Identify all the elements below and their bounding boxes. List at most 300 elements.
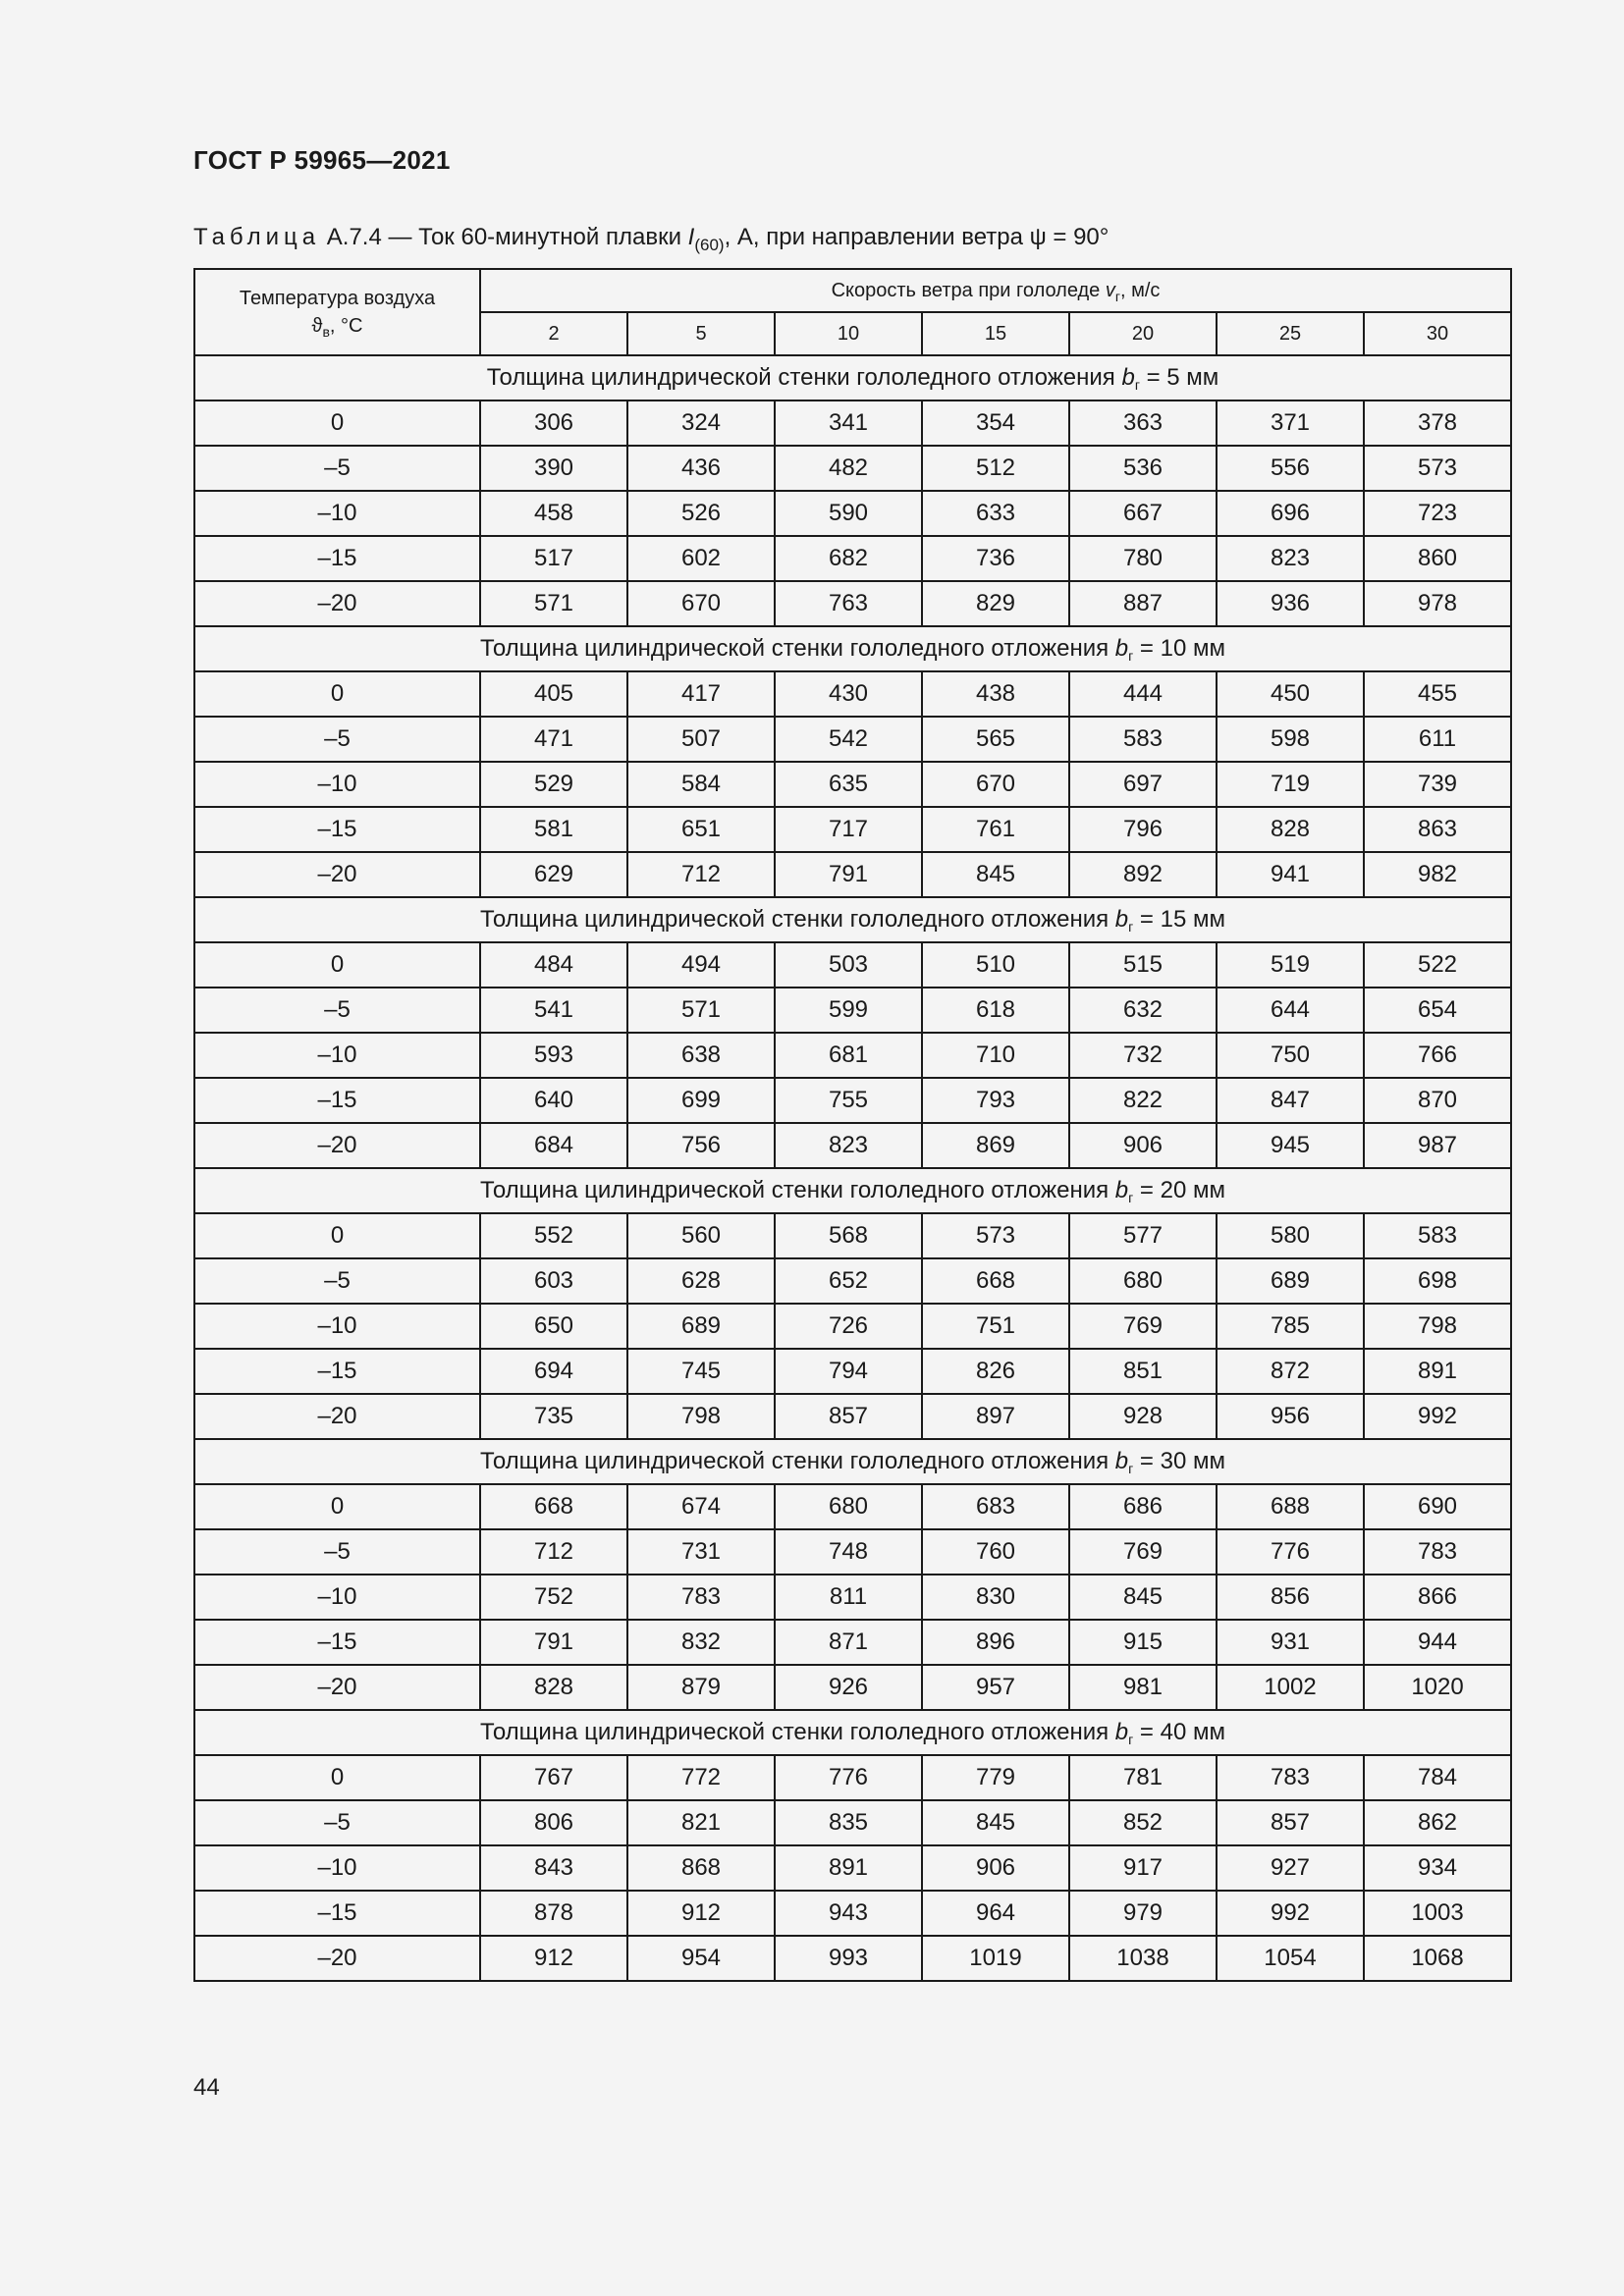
current-value-cell: 982 (1364, 852, 1511, 897)
current-value-cell: 438 (922, 671, 1069, 717)
table-row (194, 988, 1511, 1033)
section-header-symbol-sub: г (1134, 377, 1140, 393)
current-value-cell: 571 (627, 988, 775, 1033)
current-value-cell: 1020 (1364, 1665, 1511, 1710)
caption-text-after: , А, при направлении ветра ψ = 90° (724, 224, 1110, 250)
current-value-cell: 571 (480, 581, 627, 626)
wind-speed-column-header: 10 (775, 312, 922, 355)
wind-speed-header-symbol-sub: г (1114, 288, 1120, 304)
current-value-cell: 590 (775, 491, 922, 536)
current-value-cell: 684 (480, 1123, 627, 1168)
current-value-cell: 851 (1069, 1349, 1217, 1394)
section-header (194, 897, 1511, 942)
table-row (194, 400, 1511, 446)
section-header-row (194, 897, 1511, 942)
section-header-row (194, 1439, 1511, 1484)
current-value-cell: 981 (1069, 1665, 1217, 1710)
section-header-text: Толщина цилиндрической стенки гололедного отложения (480, 1719, 1115, 1745)
current-value-cell: 829 (922, 581, 1069, 626)
current-value-cell: 879 (627, 1665, 775, 1710)
current-value-cell: 736 (922, 536, 1069, 581)
section-header-text: Толщина цилиндрической стенки гололедного отложения (480, 635, 1115, 662)
current-value-cell: 957 (922, 1665, 1069, 1710)
current-value-cell: 872 (1217, 1349, 1364, 1394)
current-value-cell: 686 (1069, 1484, 1217, 1529)
section-header-symbol-sub: г (1128, 919, 1134, 934)
section-header-text: Толщина цилиндрической стенки гололедного отложения (486, 364, 1122, 391)
current-value-cell: 618 (922, 988, 1069, 1033)
current-value-cell: 821 (627, 1800, 775, 1845)
section-header-row (194, 626, 1511, 671)
current-value-cell: 927 (1217, 1845, 1364, 1891)
current-value-cell: 783 (1364, 1529, 1511, 1575)
current-value-cell: 887 (1069, 581, 1217, 626)
temperature-cell: –10 (194, 1033, 480, 1078)
current-value-cell: 696 (1217, 491, 1364, 536)
current-value-cell: 956 (1217, 1394, 1364, 1439)
table-row (194, 1620, 1511, 1665)
current-value-cell: 699 (627, 1078, 775, 1123)
current-value-cell: 791 (480, 1620, 627, 1665)
current-value-cell: 723 (1364, 491, 1511, 536)
table-row (194, 1936, 1511, 1981)
current-value-cell: 510 (922, 942, 1069, 988)
temperature-cell: –10 (194, 1304, 480, 1349)
current-value-cell: 689 (1217, 1258, 1364, 1304)
current-value-cell: 891 (775, 1845, 922, 1891)
current-value-cell: 405 (480, 671, 627, 717)
table-row (194, 1529, 1511, 1575)
wind-speed-column-header: 25 (1217, 312, 1364, 355)
temperature-cell: –20 (194, 581, 480, 626)
current-value-cell: 450 (1217, 671, 1364, 717)
current-value-cell: 363 (1069, 400, 1217, 446)
current-value-cell: 896 (922, 1620, 1069, 1665)
current-value-cell: 987 (1364, 1123, 1511, 1168)
document-code: ГОСТ Р 59965—2021 (193, 145, 451, 175)
current-value-cell: 599 (775, 988, 922, 1033)
table-row (194, 1304, 1511, 1349)
current-value-cell: 857 (775, 1394, 922, 1439)
current-value-cell: 635 (775, 762, 922, 807)
current-value-cell: 830 (922, 1575, 1069, 1620)
temperature-cell: 0 (194, 1484, 480, 1529)
current-value-cell: 458 (480, 491, 627, 536)
temperature-cell: –15 (194, 807, 480, 852)
table-row (194, 1258, 1511, 1304)
current-value-cell: 915 (1069, 1620, 1217, 1665)
current-value-cell: 732 (1069, 1033, 1217, 1078)
current-value-cell: 690 (1364, 1484, 1511, 1529)
table-row (194, 1213, 1511, 1258)
current-value-cell: 798 (1364, 1304, 1511, 1349)
current-value-cell: 482 (775, 446, 922, 491)
current-value-cell: 710 (922, 1033, 1069, 1078)
current-value-cell: 552 (480, 1213, 627, 1258)
table-row (194, 942, 1511, 988)
current-value-cell: 680 (1069, 1258, 1217, 1304)
current-value-cell: 719 (1217, 762, 1364, 807)
current-value-cell: 484 (480, 942, 627, 988)
current-value-cell: 936 (1217, 581, 1364, 626)
current-value-cell: 931 (1217, 1620, 1364, 1665)
current-value-cell: 751 (922, 1304, 1069, 1349)
current-value-cell: 822 (1069, 1078, 1217, 1123)
current-value-cell: 694 (480, 1349, 627, 1394)
section-header-symbol: b (1121, 364, 1135, 391)
current-value-cell: 371 (1217, 400, 1364, 446)
section-header (194, 355, 1511, 400)
current-value-cell: 697 (1069, 762, 1217, 807)
temperature-cell: –5 (194, 1258, 480, 1304)
current-value-cell: 906 (1069, 1123, 1217, 1168)
current-value-cell: 912 (480, 1936, 627, 1981)
current-value-cell: 766 (1364, 1033, 1511, 1078)
temperature-header-unit: , °С (329, 315, 363, 337)
wind-speed-header-unit: , м/с (1119, 279, 1161, 301)
table-row (194, 1394, 1511, 1439)
current-value-cell: 529 (480, 762, 627, 807)
section-thickness: = 5 мм (1139, 364, 1219, 391)
current-value-cell: 455 (1364, 671, 1511, 717)
current-value-cell: 928 (1069, 1394, 1217, 1439)
section-header-symbol: b (1114, 906, 1129, 933)
current-value-cell: 769 (1069, 1529, 1217, 1575)
current-value-cell: 761 (922, 807, 1069, 852)
temperature-header-symbol: ϑ (311, 315, 323, 337)
current-value-cell: 756 (627, 1123, 775, 1168)
current-value-cell: 823 (775, 1123, 922, 1168)
current-value-cell: 581 (480, 807, 627, 852)
current-value-cell: 378 (1364, 400, 1511, 446)
current-value-cell: 683 (922, 1484, 1069, 1529)
current-value-cell: 611 (1364, 717, 1511, 762)
current-value-cell: 603 (480, 1258, 627, 1304)
caption-text-before: — Ток 60-минутной плавки (381, 224, 688, 250)
caption-symbol-sub: (60) (694, 236, 725, 254)
current-value-cell: 598 (1217, 717, 1364, 762)
temperature-cell: –20 (194, 1394, 480, 1439)
current-value-cell: 444 (1069, 671, 1217, 717)
table-caption (193, 224, 1110, 254)
temperature-cell: –15 (194, 1620, 480, 1665)
current-value-cell: 584 (627, 762, 775, 807)
current-value-cell: 577 (1069, 1213, 1217, 1258)
current-value-cell: 779 (922, 1755, 1069, 1800)
current-value-cell: 526 (627, 491, 775, 536)
current-value-cell: 629 (480, 852, 627, 897)
current-value-cell: 845 (922, 1800, 1069, 1845)
current-value-cell: 878 (480, 1891, 627, 1936)
temperature-cell: 0 (194, 942, 480, 988)
current-value-cell: 1002 (1217, 1665, 1364, 1710)
current-value-cell: 943 (775, 1891, 922, 1936)
current-value-cell: 519 (1217, 942, 1364, 988)
current-value-cell: 560 (627, 1213, 775, 1258)
current-value-cell: 731 (627, 1529, 775, 1575)
current-value-cell: 644 (1217, 988, 1364, 1033)
current-value-cell: 752 (480, 1575, 627, 1620)
current-value-cell: 568 (775, 1213, 922, 1258)
current-value-cell: 912 (627, 1891, 775, 1936)
current-value-cell: 862 (1364, 1800, 1511, 1845)
current-value-cell: 512 (922, 446, 1069, 491)
caption-label: Таблица (193, 224, 321, 250)
current-value-cell: 772 (627, 1755, 775, 1800)
current-value-cell: 945 (1217, 1123, 1364, 1168)
current-value-cell: 638 (627, 1033, 775, 1078)
current-value-cell: 1019 (922, 1936, 1069, 1981)
current-value-cell: 668 (922, 1258, 1069, 1304)
temperature-cell: –5 (194, 988, 480, 1033)
table-row (194, 671, 1511, 717)
current-value-cell: 780 (1069, 536, 1217, 581)
temperature-cell: –15 (194, 1891, 480, 1936)
table-row (194, 1800, 1511, 1845)
current-value-cell: 791 (775, 852, 922, 897)
table-row (194, 762, 1511, 807)
page-number: 44 (193, 2074, 220, 2101)
current-value-cell: 745 (627, 1349, 775, 1394)
section-header (194, 626, 1511, 671)
current-value-cell: 1003 (1364, 1891, 1511, 1936)
section-header (194, 1710, 1511, 1755)
current-value-cell: 828 (1217, 807, 1364, 852)
current-value-cell: 542 (775, 717, 922, 762)
current-value-cell: 845 (922, 852, 1069, 897)
current-value-cell: 993 (775, 1936, 922, 1981)
current-value-cell: 688 (1217, 1484, 1364, 1529)
current-value-cell: 992 (1364, 1394, 1511, 1439)
temperature-cell: –20 (194, 1665, 480, 1710)
current-value-cell: 698 (1364, 1258, 1511, 1304)
section-header-symbol-sub: г (1128, 1190, 1134, 1205)
current-value-cell: 781 (1069, 1755, 1217, 1800)
current-value-cell: 515 (1069, 942, 1217, 988)
current-value-cell: 654 (1364, 988, 1511, 1033)
section-header-text: Толщина цилиндрической стенки гололедного отложения (480, 1448, 1115, 1474)
current-value-cell: 863 (1364, 807, 1511, 852)
current-value-cell: 628 (627, 1258, 775, 1304)
temperature-header-text: Температура воздуха (239, 288, 436, 309)
current-value-cell: 1068 (1364, 1936, 1511, 1981)
current-value-cell: 806 (480, 1800, 627, 1845)
table-row (194, 1891, 1511, 1936)
caption-number: А.7.4 (326, 224, 382, 250)
current-value-cell: 503 (775, 942, 922, 988)
current-value-cell: 794 (775, 1349, 922, 1394)
current-value-cell: 739 (1364, 762, 1511, 807)
current-value-cell: 580 (1217, 1213, 1364, 1258)
current-value-cell: 522 (1364, 942, 1511, 988)
current-value-cell: 776 (775, 1755, 922, 1800)
section-header-symbol: b (1114, 1177, 1129, 1203)
current-value-cell: 783 (1217, 1755, 1364, 1800)
table-row (194, 1033, 1511, 1078)
section-header (194, 1168, 1511, 1213)
temperature-cell: –15 (194, 1349, 480, 1394)
wind-speed-column-header: 5 (627, 312, 775, 355)
current-value-cell: 798 (627, 1394, 775, 1439)
current-value-cell: 735 (480, 1394, 627, 1439)
current-value-cell: 667 (1069, 491, 1217, 536)
table-row (194, 1349, 1511, 1394)
current-value-cell: 674 (627, 1484, 775, 1529)
temperature-cell: –10 (194, 1845, 480, 1891)
current-value-cell: 517 (480, 536, 627, 581)
current-value-cell: 1054 (1217, 1936, 1364, 1981)
current-value-cell: 857 (1217, 1800, 1364, 1845)
section-header-row (194, 1168, 1511, 1213)
current-value-cell: 785 (1217, 1304, 1364, 1349)
current-value-cell: 507 (627, 717, 775, 762)
melting-current-table (193, 268, 1512, 1982)
current-value-cell: 712 (480, 1529, 627, 1575)
section-thickness: = 15 мм (1133, 906, 1225, 933)
current-value-cell: 430 (775, 671, 922, 717)
current-value-cell: 845 (1069, 1575, 1217, 1620)
current-value-cell: 796 (1069, 807, 1217, 852)
section-header (194, 1439, 1511, 1484)
temperature-cell: –15 (194, 536, 480, 581)
current-value-cell: 784 (1364, 1755, 1511, 1800)
current-value-cell: 869 (922, 1123, 1069, 1168)
current-value-cell: 650 (480, 1304, 627, 1349)
temperature-cell: –20 (194, 852, 480, 897)
wind-speed-header (480, 269, 1511, 312)
current-value-cell: 847 (1217, 1078, 1364, 1123)
current-value-cell: 682 (775, 536, 922, 581)
table-row (194, 1484, 1511, 1529)
current-value-cell: 750 (1217, 1033, 1364, 1078)
current-value-cell: 826 (922, 1349, 1069, 1394)
current-value-cell: 651 (627, 807, 775, 852)
temperature-column-header (194, 269, 480, 355)
current-value-cell: 632 (1069, 988, 1217, 1033)
current-value-cell: 680 (775, 1484, 922, 1529)
temperature-cell: –5 (194, 1529, 480, 1575)
table-row (194, 1575, 1511, 1620)
current-value-cell: 906 (922, 1845, 1069, 1891)
current-value-cell: 670 (627, 581, 775, 626)
section-header-row (194, 1710, 1511, 1755)
current-value-cell: 835 (775, 1800, 922, 1845)
wind-speed-column-header: 20 (1069, 312, 1217, 355)
current-value-cell: 748 (775, 1529, 922, 1575)
current-value-cell: 866 (1364, 1575, 1511, 1620)
current-value-cell: 354 (922, 400, 1069, 446)
current-value-cell: 668 (480, 1484, 627, 1529)
wind-speed-column-header: 2 (480, 312, 627, 355)
current-value-cell: 640 (480, 1078, 627, 1123)
temperature-cell: 0 (194, 1213, 480, 1258)
current-value-cell: 712 (627, 852, 775, 897)
current-value-cell: 926 (775, 1665, 922, 1710)
current-value-cell: 633 (922, 491, 1069, 536)
current-value-cell: 681 (775, 1033, 922, 1078)
current-value-cell: 892 (1069, 852, 1217, 897)
section-header-text: Толщина цилиндрической стенки гололедного отложения (480, 906, 1115, 933)
caption-symbol: I (687, 224, 695, 250)
current-value-cell: 871 (775, 1620, 922, 1665)
current-value-cell: 832 (627, 1620, 775, 1665)
current-value-cell: 717 (775, 807, 922, 852)
current-value-cell: 992 (1217, 1891, 1364, 1936)
temperature-cell: 0 (194, 1755, 480, 1800)
temperature-cell: 0 (194, 400, 480, 446)
current-value-cell: 769 (1069, 1304, 1217, 1349)
current-value-cell: 573 (1364, 446, 1511, 491)
temperature-cell: –5 (194, 446, 480, 491)
table-row (194, 807, 1511, 852)
wind-speed-header-text: Скорость ветра при гололеде (831, 279, 1106, 301)
current-value-cell: 868 (627, 1845, 775, 1891)
current-value-cell: 870 (1364, 1078, 1511, 1123)
current-value-cell: 689 (627, 1304, 775, 1349)
current-value-cell: 556 (1217, 446, 1364, 491)
current-value-cell: 670 (922, 762, 1069, 807)
wind-speed-header-symbol: v (1105, 279, 1115, 301)
current-value-cell: 979 (1069, 1891, 1217, 1936)
current-value-cell: 726 (775, 1304, 922, 1349)
temperature-cell: –20 (194, 1936, 480, 1981)
current-value-cell: 536 (1069, 446, 1217, 491)
section-header-symbol-sub: г (1128, 648, 1134, 664)
table-row (194, 446, 1511, 491)
current-value-cell: 583 (1069, 717, 1217, 762)
table-row (194, 491, 1511, 536)
current-value-cell: 843 (480, 1845, 627, 1891)
temperature-cell: –10 (194, 1575, 480, 1620)
temperature-cell: –15 (194, 1078, 480, 1123)
current-value-cell: 583 (1364, 1213, 1511, 1258)
current-value-cell: 823 (1217, 536, 1364, 581)
current-value-cell: 856 (1217, 1575, 1364, 1620)
current-value-cell: 593 (480, 1033, 627, 1078)
table-body (194, 355, 1511, 1981)
current-value-cell: 917 (1069, 1845, 1217, 1891)
section-thickness: = 30 мм (1133, 1448, 1225, 1474)
current-value-cell: 471 (480, 717, 627, 762)
current-value-cell: 341 (775, 400, 922, 446)
current-value-cell: 897 (922, 1394, 1069, 1439)
current-value-cell: 306 (480, 400, 627, 446)
temperature-cell: –10 (194, 491, 480, 536)
table-row (194, 1665, 1511, 1710)
current-value-cell: 828 (480, 1665, 627, 1710)
current-value-cell: 944 (1364, 1620, 1511, 1665)
current-value-cell: 494 (627, 942, 775, 988)
current-value-cell: 390 (480, 446, 627, 491)
current-value-cell: 652 (775, 1258, 922, 1304)
wind-speed-column-header: 15 (922, 312, 1069, 355)
current-value-cell: 436 (627, 446, 775, 491)
current-value-cell: 860 (1364, 536, 1511, 581)
table-row (194, 852, 1511, 897)
table-row (194, 1845, 1511, 1891)
table-row (194, 581, 1511, 626)
table-row (194, 1755, 1511, 1800)
current-value-cell: 783 (627, 1575, 775, 1620)
temperature-cell: 0 (194, 671, 480, 717)
section-thickness: = 10 мм (1133, 635, 1225, 662)
current-value-cell: 541 (480, 988, 627, 1033)
current-value-cell: 755 (775, 1078, 922, 1123)
table-row (194, 717, 1511, 762)
current-value-cell: 573 (922, 1213, 1069, 1258)
section-header-symbol: b (1114, 635, 1129, 662)
table-row (194, 536, 1511, 581)
